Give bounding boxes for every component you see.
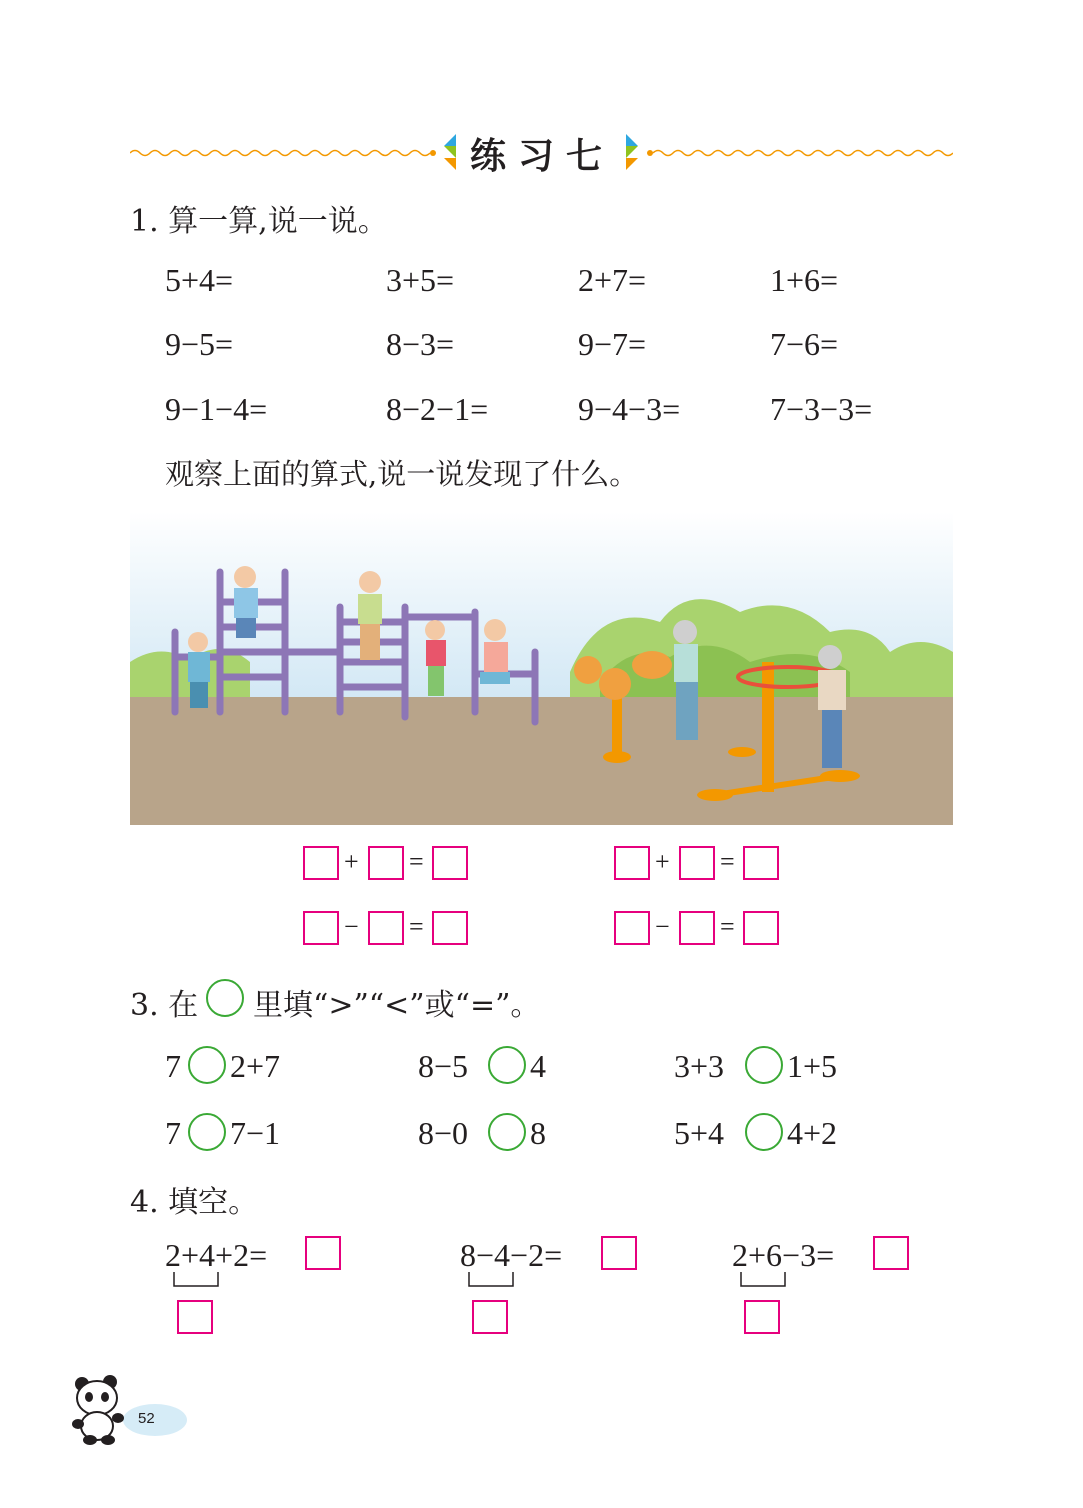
answer-box[interactable] <box>614 911 650 945</box>
q1-eq: 8−2−1= <box>386 391 489 427</box>
q4-expression: 2+4+2= <box>165 1237 268 1273</box>
q4-label: 4. 填空。 <box>130 1185 259 1220</box>
q4-expression: 2+6−3= <box>732 1237 835 1273</box>
answer-box[interactable] <box>743 846 779 880</box>
answer-box[interactable] <box>368 846 404 880</box>
answer-box[interactable] <box>614 846 650 880</box>
compare-right: 2+7 <box>230 1048 281 1084</box>
q1-eq: 8−3= <box>386 326 455 362</box>
playground-illustration <box>130 512 953 825</box>
answer-box[interactable] <box>177 1300 213 1334</box>
compare-right: 7−1 <box>230 1115 281 1151</box>
q1-prompt: 观察上面的算式,说一说发现了什么。 <box>165 457 639 491</box>
compare-circle[interactable] <box>745 1113 783 1151</box>
compare-circle[interactable] <box>488 1113 526 1151</box>
compare-right: 1+5 <box>787 1048 838 1084</box>
q1-eq: 9−1−4= <box>165 391 268 427</box>
answer-box[interactable] <box>368 911 404 945</box>
answer-box[interactable] <box>873 1236 909 1270</box>
equals-sign: = <box>720 847 735 876</box>
compare-left: 7 <box>165 1048 181 1084</box>
q1-eq: 1+6= <box>770 262 839 298</box>
q3-label-post: 里填“>”“<”或“=”。 <box>253 988 541 1023</box>
compare-left: 3+3 <box>674 1048 725 1084</box>
q1-eq: 7−3−3= <box>770 391 873 427</box>
answer-box[interactable] <box>303 846 339 880</box>
equals-sign: = <box>720 912 735 941</box>
page-number: 52 <box>138 1410 155 1427</box>
answer-box[interactable] <box>303 911 339 945</box>
q1-eq: 2+7= <box>578 262 647 298</box>
compare-circle[interactable] <box>188 1113 226 1151</box>
q1-label: 1. 算一算,说一说。 <box>130 204 388 239</box>
bracket-icon <box>737 1270 789 1290</box>
answer-box[interactable] <box>744 1300 780 1334</box>
q1-eq: 5+4= <box>165 262 234 298</box>
compare-right: 8 <box>530 1115 546 1151</box>
minus-sign: − <box>344 912 359 941</box>
answer-box[interactable] <box>679 911 715 945</box>
sample-circle <box>206 979 244 1017</box>
answer-box[interactable] <box>472 1300 508 1334</box>
compare-left: 5+4 <box>674 1115 725 1151</box>
equals-sign: = <box>409 847 424 876</box>
compare-right: 4+2 <box>787 1115 838 1151</box>
q1-eq: 9−7= <box>578 326 647 362</box>
bracket-icon <box>465 1270 517 1290</box>
compare-left: 8−5 <box>418 1048 469 1084</box>
bracket-icon <box>170 1270 222 1290</box>
answer-box[interactable] <box>601 1236 637 1270</box>
equals-sign: = <box>409 912 424 941</box>
answer-box[interactable] <box>679 846 715 880</box>
minus-sign: − <box>655 912 670 941</box>
compare-right: 4 <box>530 1048 546 1084</box>
panda-icon <box>70 1372 190 1447</box>
answer-box[interactable] <box>432 846 468 880</box>
compare-circle[interactable] <box>488 1046 526 1084</box>
compare-circle[interactable] <box>745 1046 783 1084</box>
page-title: 练习七 <box>470 136 615 177</box>
plus-sign: + <box>344 847 359 876</box>
answer-box[interactable] <box>432 911 468 945</box>
q1-eq: 9−5= <box>165 326 234 362</box>
answer-box[interactable] <box>743 911 779 945</box>
q3-label-pre: 3. 在 <box>130 988 199 1023</box>
compare-left: 8−0 <box>418 1115 469 1151</box>
plus-sign: + <box>655 847 670 876</box>
compare-circle[interactable] <box>188 1046 226 1084</box>
q4-expression: 8−4−2= <box>460 1237 563 1273</box>
q1-eq: 9−4−3= <box>578 391 681 427</box>
q1-eq: 3+5= <box>386 262 455 298</box>
compare-left: 7 <box>165 1115 181 1151</box>
answer-box[interactable] <box>305 1236 341 1270</box>
q1-eq: 7−6= <box>770 326 839 362</box>
